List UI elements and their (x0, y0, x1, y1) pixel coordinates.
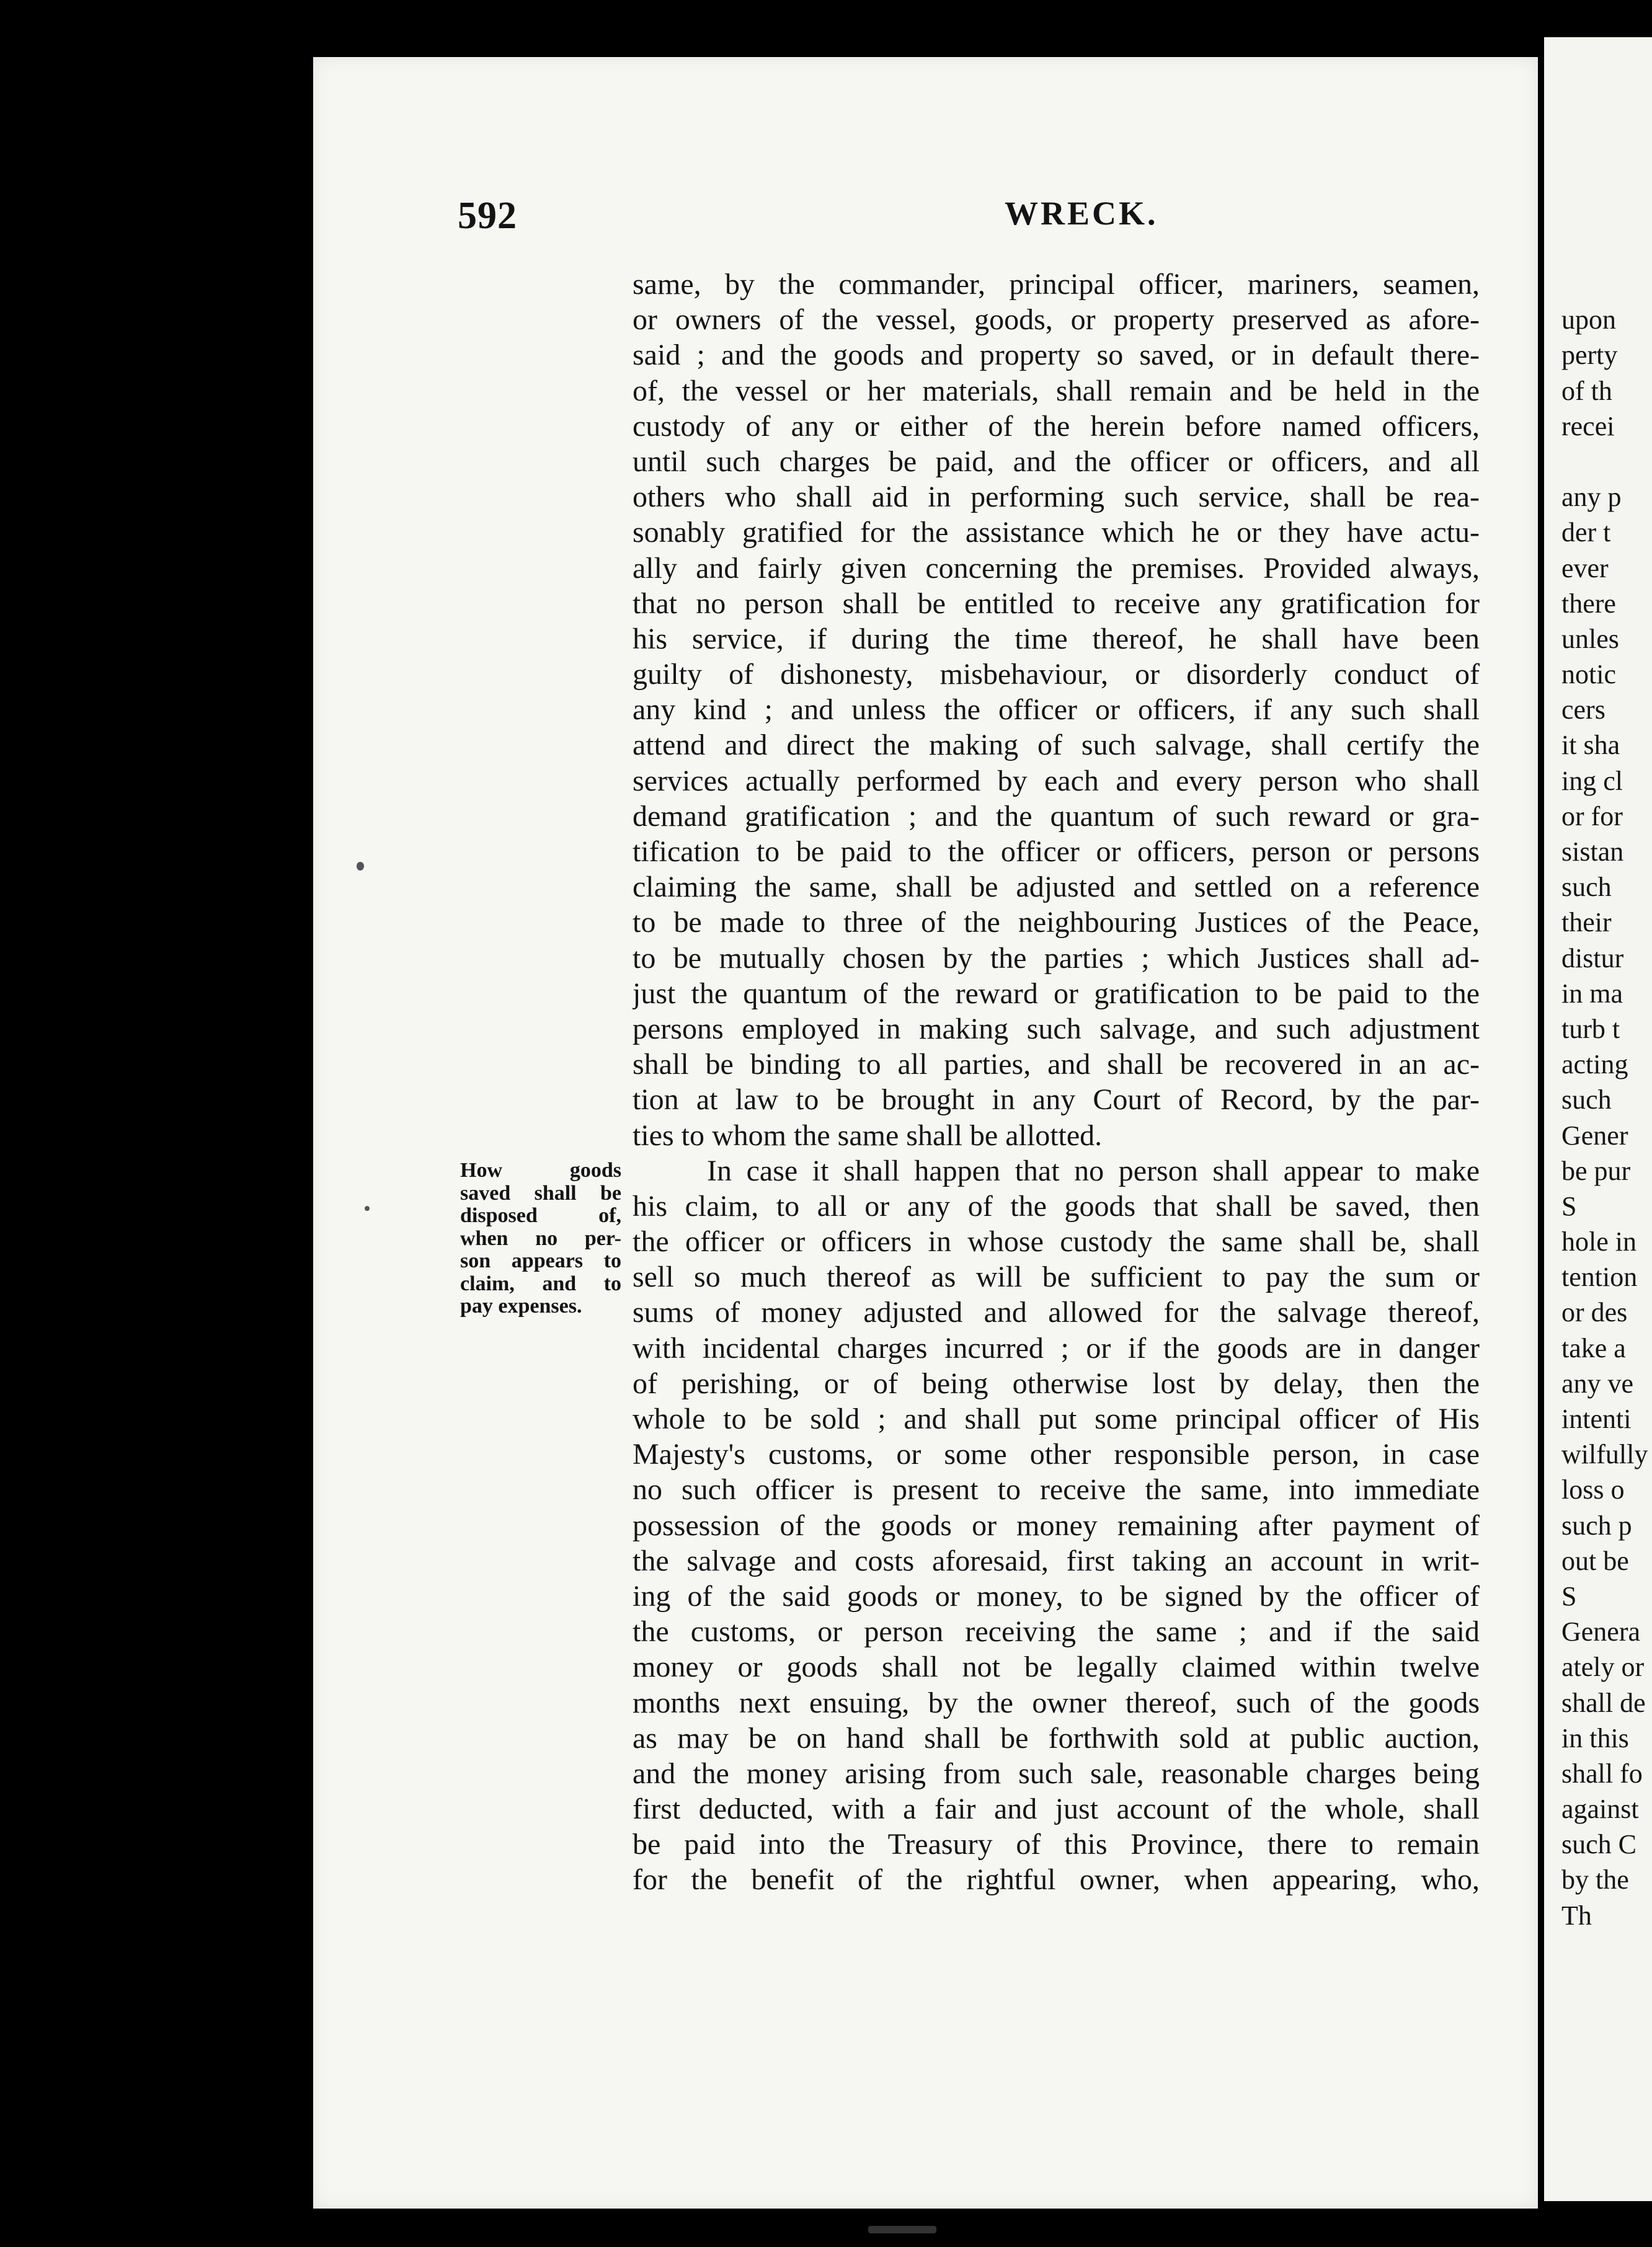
facing-page-line: S (1561, 1190, 1577, 1221)
facing-page-line: be pur (1561, 1155, 1631, 1186)
text-line: any kind ; and unless the officer or officers, if any such shall (633, 693, 1480, 727)
ink-speck (357, 862, 364, 871)
facing-page-line: ever (1561, 552, 1609, 583)
text-line: persons employed in making such salvage, and such adjustment (633, 1012, 1480, 1045)
text-line: for the benefit of the rightful owner, when appearing, who, (633, 1863, 1480, 1897)
facing-page-line: against (1561, 1794, 1639, 1825)
text-line: and the money arising from such sale, reasonable charges being (633, 1757, 1480, 1790)
text-line: the officer or officers in whose custody the same shall be, shall (633, 1225, 1480, 1259)
text-line: custody of any or either of the herein before named officers, (633, 409, 1480, 443)
text-line: as may be on hand shall be forthwith sold at public auction, (633, 1721, 1480, 1755)
text-line: first deducted, with a fair and just account of the whole, shall (633, 1793, 1480, 1826)
facing-page-line: tention (1561, 1262, 1638, 1293)
facing-page-line: S (1561, 1580, 1577, 1611)
text-line: services actually performed by each and every person who shall (633, 764, 1480, 797)
text-line: of, the vessel or her materials, shall remain and be held in the (633, 374, 1480, 407)
facing-page-line: ately or (1561, 1652, 1645, 1683)
facing-page-line: any p (1561, 482, 1622, 513)
text-line: sell so much thereof as will be sufficient to pay the sum or (633, 1261, 1480, 1294)
text-line: In case it shall happen that no person shall appear to make (707, 1154, 1480, 1187)
text-line: just the quantum of the reward or gratification to be paid to the (633, 977, 1480, 1010)
facing-page-line: intenti (1561, 1404, 1632, 1434)
text-line: claiming the same, shall be adjusted and settled on a reference (633, 871, 1480, 904)
facing-page-line: unles (1561, 623, 1619, 654)
facing-page-line: upon (1561, 304, 1616, 335)
text-line: guilty of dishonesty, misbehaviour, or disorderly conduct of (633, 658, 1480, 691)
margin-note-line: saved shall be (460, 1181, 621, 1205)
text-line: money or goods shall not be legally claimed within twelve (633, 1651, 1480, 1684)
margin-note-line: pay expenses. (460, 1295, 582, 1318)
text-line: the salvage and costs aforesaid, first taking an account in writ- (633, 1544, 1480, 1577)
facing-page-line: of th (1561, 375, 1612, 406)
text-line: shall be binding to all parties, and shall be recovered in an ac- (633, 1048, 1480, 1081)
facing-page-line: recei (1561, 410, 1615, 441)
facing-page-line: such p (1561, 1510, 1632, 1541)
facing-page-line: distur (1561, 942, 1624, 973)
margin-note-line: claim, and to (460, 1272, 621, 1295)
text-line: until such charges be paid, and the officer or officers, and all (633, 445, 1480, 478)
margin-note-line: when no per- (460, 1226, 621, 1250)
facing-page-line: Gener (1561, 1120, 1628, 1151)
facing-page-line (1544, 444, 1652, 479)
facing-page-line: or for (1561, 800, 1623, 831)
text-line: or owners of the vessel, goods, or property preserved as afore- (633, 303, 1480, 337)
text-line: the customs, or person receiving the same ; and if the said (633, 1615, 1480, 1649)
text-line: demand gratification ; and the quantum of such reward or gra- (633, 799, 1480, 833)
text-line: attend and direct the making of such salvage, shall certify the (633, 729, 1480, 762)
margin-note (460, 1159, 621, 1318)
text-line: of perishing, or of being otherwise lost by delay, then the (633, 1367, 1480, 1400)
text-line: whole to be sold ; and shall put some principal officer of His (633, 1403, 1480, 1435)
text-line: that no person shall be entitled to receive any gratification for (633, 587, 1480, 620)
facing-page-line: it sha (1561, 730, 1620, 761)
facing-page-line: any ve (1561, 1368, 1634, 1399)
text-line: tification to be paid to the officer or officers, person or persons (633, 835, 1480, 868)
text-line: sonably gratified for the assistance which he or they have actu- (633, 516, 1480, 549)
facing-page-line: wilfully (1561, 1439, 1648, 1470)
facing-page-line: shall de (1561, 1687, 1646, 1718)
text-line: Majesty's customs, or some other responsible person, in case (633, 1438, 1480, 1471)
running-title: WRECK. (1005, 195, 1158, 232)
text-line: ties to whom the same shall be allotted. (633, 1119, 1103, 1152)
facing-page-line: shall fo (1561, 1758, 1643, 1789)
facing-page-fragment (1544, 37, 1652, 2201)
facing-page-line: their (1561, 907, 1612, 938)
text-line: ing of the said goods or money, to be signed by the officer of (633, 1579, 1480, 1613)
facing-page-line: out be (1561, 1545, 1629, 1576)
ink-speck (365, 1206, 370, 1211)
facing-page-line: or des (1561, 1297, 1628, 1328)
page-number: 592 (458, 195, 517, 237)
text-line: tion at law to be brought in any Court of Record, by the par- (633, 1083, 1480, 1117)
facing-page-line: such (1561, 1084, 1612, 1115)
margin-note-line: disposed of, (460, 1204, 621, 1227)
facing-page-line: cers (1561, 694, 1605, 725)
facing-page-line: Genera (1561, 1616, 1641, 1647)
text-line: said ; and the goods and property so saved, or in default there- (633, 339, 1480, 372)
facing-page-line: in this (1561, 1722, 1629, 1753)
facing-page-line: hole in (1561, 1226, 1636, 1257)
scan-artifact (868, 2226, 936, 2233)
facing-page-line: in ma (1561, 978, 1623, 1009)
facing-page-line: sistan (1561, 836, 1624, 867)
text-line: no such officer is present to receive the same, into immediate (633, 1473, 1480, 1507)
facing-page-line: take a (1561, 1332, 1626, 1363)
text-line: possession of the goods or money remaining after payment of (633, 1509, 1480, 1542)
facing-page-line: notic (1561, 659, 1616, 690)
text-line: others who shall aid in performing such service, shall be rea- (633, 481, 1480, 514)
facing-page-line: Th (1561, 1900, 1592, 1931)
text-line: with incidental charges incurred ; or if the goods are in danger (633, 1331, 1480, 1365)
facing-page-line: perty (1561, 340, 1618, 371)
facing-page-line (1544, 267, 1652, 302)
facing-page-line: loss o (1561, 1474, 1625, 1505)
text-line: his service, if during the time thereof, he shall have been (633, 622, 1480, 655)
text-line: ally and fairly given concerning the premises. Provided always, (633, 551, 1480, 585)
margin-note-line: son appears to (460, 1249, 621, 1272)
facing-page-line: such (1561, 872, 1612, 903)
body-text (633, 267, 1480, 1898)
facing-page-line: der t (1561, 517, 1611, 548)
text-line: be paid into the Treasury of this Province, there to remain (633, 1828, 1480, 1861)
facing-page-line: such C (1561, 1829, 1636, 1860)
text-line: to be mutually chosen by the parties ; which Justices shall ad- (633, 941, 1480, 975)
text-line: same, by the commander, principal officer, mariners, seamen, (633, 268, 1480, 301)
text-line: to be made to three of the neighbouring Justices of the Peace, (633, 906, 1480, 939)
text-line: sums of money adjusted and allowed for the salvage thereof, (633, 1296, 1480, 1329)
facing-page-line: ing cl (1561, 765, 1623, 796)
facing-page-line: turb t (1561, 1013, 1620, 1044)
facing-page-line: acting (1561, 1049, 1628, 1080)
facing-page-line: by the (1561, 1864, 1629, 1895)
text-line: his claim, to all or any of the goods that shall be saved, then (633, 1189, 1480, 1223)
margin-note-line: How goods (460, 1159, 621, 1182)
facing-page-line: there (1561, 588, 1616, 619)
text-line: months next ensuing, by the owner thereof, such of the goods (633, 1686, 1480, 1719)
